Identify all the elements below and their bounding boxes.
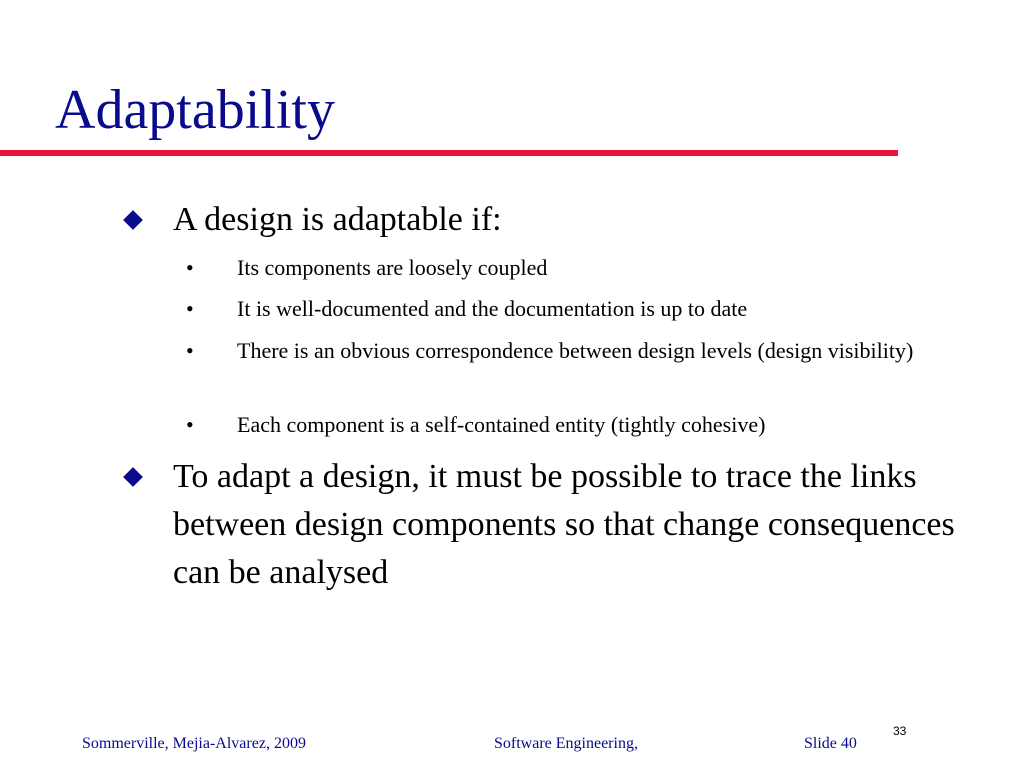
diamond-bullet-icon — [123, 210, 143, 230]
bullet-text: A design is adaptable if: — [173, 201, 502, 238]
sub-bullet-item — [186, 293, 937, 324]
slide-title: Adaptability — [55, 79, 335, 141]
footer-course: Software Engineering, — [494, 735, 638, 752]
bullet-item — [173, 453, 978, 597]
footer-authors: Sommerville, Mejia-Alvarez, 2009 — [82, 735, 306, 752]
sub-bullet-item — [186, 252, 937, 283]
sub-bullet-text: It is well-documented and the documentation is up to date — [237, 296, 748, 321]
bullet-text: To adapt a design, it must be possible to trace the links between design components so that change consequences can be analysed — [173, 458, 955, 591]
sub-bullet-text: Its components are loosely coupled — [237, 255, 548, 280]
sub-bullet-text: Each component is a self-contained entity (tightly cohesive) — [237, 412, 766, 437]
bullet-item — [173, 196, 973, 244]
page-number: 33 — [893, 724, 907, 738]
dot-bullet-icon: • — [186, 338, 194, 363]
sub-bullet-item — [186, 409, 937, 440]
footer-slide-label: Slide 40 — [804, 735, 857, 752]
sub-bullet-text: There is an obvious correspondence between design levels (design visibility) — [237, 338, 914, 363]
dot-bullet-icon: • — [186, 296, 194, 321]
dot-bullet-icon: • — [186, 255, 194, 280]
diamond-bullet-icon — [123, 467, 143, 487]
dot-bullet-icon: • — [186, 412, 194, 437]
sub-bullet-item — [186, 335, 927, 366]
